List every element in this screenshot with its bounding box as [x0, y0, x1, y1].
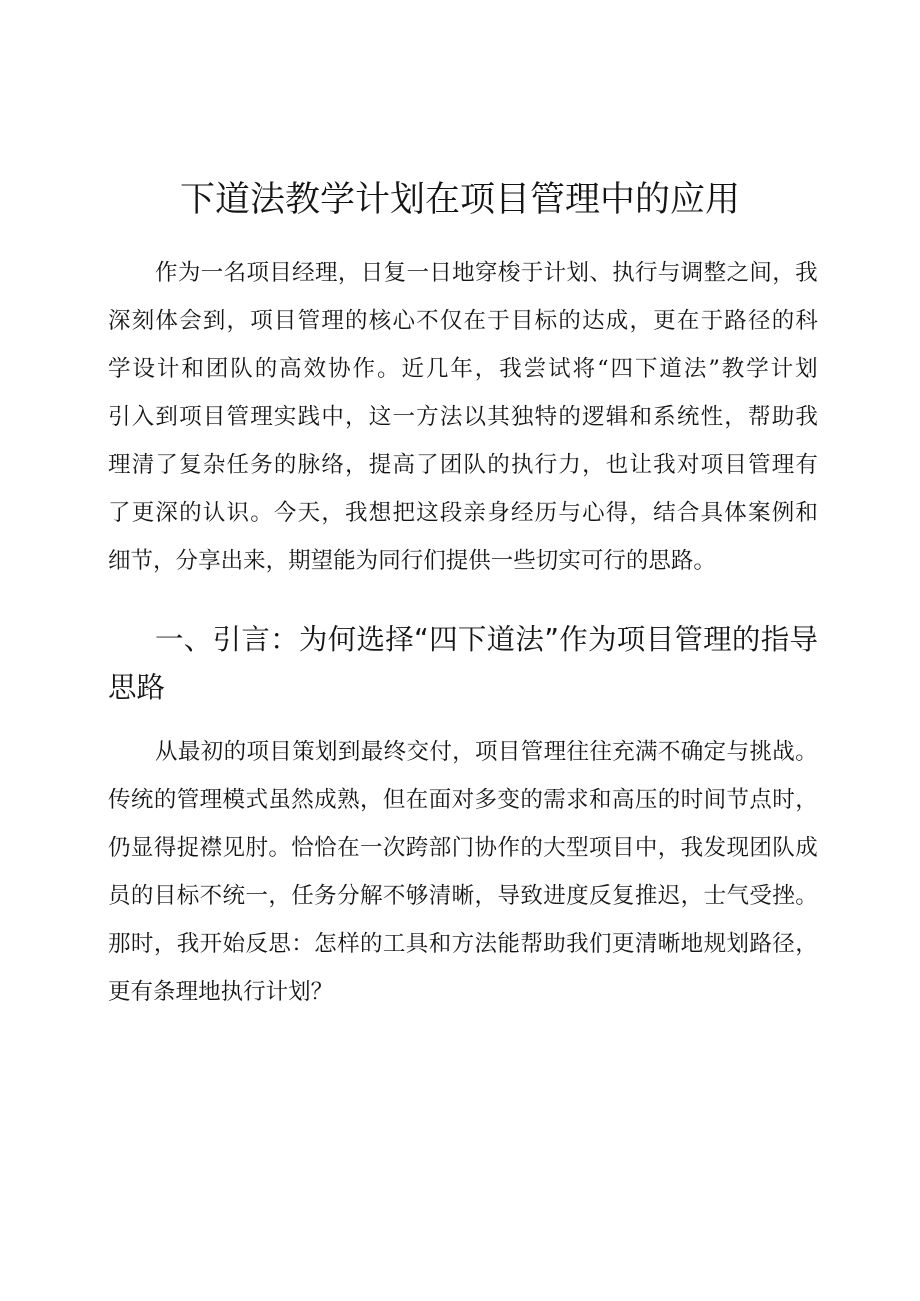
paragraph-line: 细 节 ， 分 享 出 来 ， 期 望 能 为 同 行 们 提 供 一 些 切 实 可 行 的 思 路 。 — [108, 548, 716, 574]
paragraph-line: 仍 显 得 捉 襟 见 肘 。 恰 恰 在 一 次 跨 部 门 协 作 的 大 型 项 目 中 ， 我 发 现 团 队 成 — [108, 835, 818, 861]
paragraph-line: 员 的 目 标 不 统 一 ， 任 务 分 解 不 够 清 晰 ， 导 致 进 度 反 复 推 迟 ， 士 气 受 挫 。 — [108, 883, 818, 909]
paragraph-line: 引 入 到 项 目 管 理 实 践 中 ， 这 一 方 法 以 其 独 特 的 逻 辑 和 系 统 性 ， 帮 助 我 — [108, 404, 818, 430]
paragraph-line: 更 有 条 理 地 执 行 计 划 ？ — [108, 979, 334, 1005]
paragraph-line: 理 清 了 复 杂 任 务 的 脉 络 ， 提 高 了 团 队 的 执 行 力 ， 也 让 我 对 项 目 管 理 有 — [108, 452, 818, 478]
paragraph-section-1 — [108, 728, 818, 1016]
section-heading-line: 一 、 引 言 ： 为 何 选 择 “ 四 下 道 法 ” 作 为 项 目 管 理 的 指 导 — [155, 623, 818, 656]
section-heading-line: 思 路 — [108, 671, 166, 704]
document-title: 下道法教学计划在项目管理中的应用 — [179, 180, 740, 220]
paragraph-line: 了 更 深 的 认 识 。 今 天 ， 我 想 把 这 段 亲 身 经 历 与 心 得 ， 结 合 具 体 案 例 和 — [108, 500, 818, 526]
paragraph-intro — [108, 249, 818, 585]
paragraph-line: 从 最 初 的 项 目 策 划 到 最 终 交 付 ， 项 目 管 理 往 往 充 满 不 确 定 与 挑 战 。 — [155, 739, 818, 765]
section-heading — [108, 616, 818, 712]
paragraph-line: 那 时 ， 我 开 始 反 思 ： 怎 样 的 工 具 和 方 法 能 帮 助 我 们 更 清 晰 地 规 划 路 径 ， — [108, 931, 818, 957]
paragraph-line: 学 设 计 和 团 队 的 高 效 协 作 。 近 几 年 ， 我 尝 试 将 “ 四 下 道 法 ” 教 学 计 划 — [108, 356, 818, 382]
paragraph-line: 作 为 一 名 项 目 经 理 ， 日 复 一 日 地 穿 梭 于 计 划 、 执 行 与 调 整 之 间 ， 我 — [155, 260, 818, 286]
paragraph-line: 深 刻 体 会 到 ， 项 目 管 理 的 核 心 不 仅 在 于 目 标 的 达 成 ， 更 在 于 路 径 的 科 — [108, 308, 818, 334]
paragraph-line: 传 统 的 管 理 模 式 虽 然 成 熟 ， 但 在 面 对 多 变 的 需 求 和 高 压 的 时 间 节 点 时 ， — [108, 787, 818, 813]
